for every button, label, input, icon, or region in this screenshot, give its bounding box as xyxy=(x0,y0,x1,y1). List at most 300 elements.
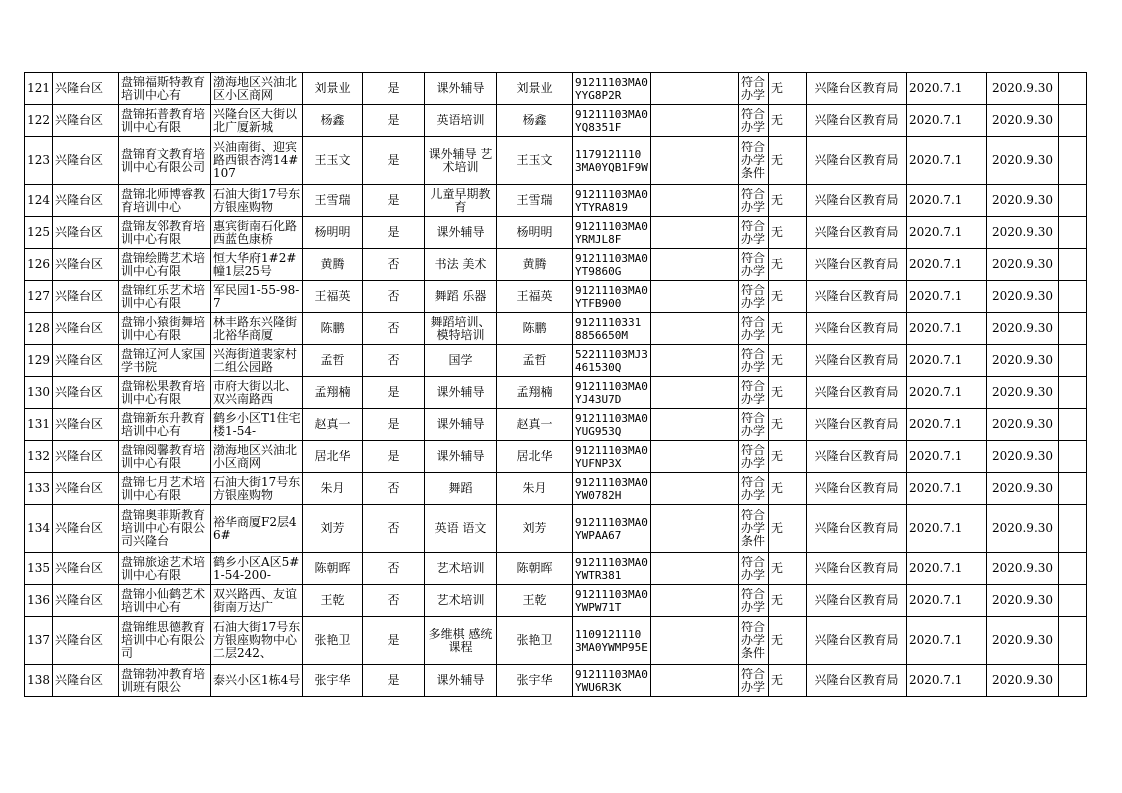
cell-credit-code xyxy=(573,185,651,217)
table-row xyxy=(25,281,1087,313)
cell-no xyxy=(25,585,53,617)
cell-for-profit xyxy=(363,665,425,697)
cell-principal xyxy=(497,377,573,409)
cell-authority xyxy=(807,665,907,697)
cell-end-date xyxy=(987,585,1059,617)
cell-address xyxy=(211,73,303,105)
cell-legal-rep-text: 刘芳 xyxy=(320,522,345,535)
cell-authority xyxy=(807,137,907,185)
cell-start-date xyxy=(907,185,987,217)
cell-principal xyxy=(497,105,573,137)
cell-district xyxy=(53,409,119,441)
cell-address-text: 惠宾街南石化路西蓝色康桥 xyxy=(213,219,298,246)
cell-name-text: 盘锦阅馨教育培训中心有限 xyxy=(121,443,206,470)
cell-for-profit-text: 是 xyxy=(387,114,400,127)
cell-start-date xyxy=(907,105,987,137)
cell-no-text: 130 xyxy=(27,386,50,399)
cell-violation xyxy=(769,617,807,665)
cell-principal xyxy=(497,137,573,185)
cell-address-text: 鹤乡小区A区5#1-54-200- xyxy=(213,555,300,582)
cell-conformity-text: 符合办学 xyxy=(741,315,766,342)
cell-end-date-text: 2020.9.30 xyxy=(991,226,1054,239)
cell-name xyxy=(119,553,211,585)
cell-name xyxy=(119,505,211,553)
cell-end-date-text: 2020.9.30 xyxy=(991,290,1054,303)
cell-blank xyxy=(651,313,739,345)
cell-start-date-text: 2020.7.1 xyxy=(909,154,963,167)
cell-name-text: 盘锦绘腾艺术培训中心有限 xyxy=(121,251,206,278)
table-row xyxy=(25,665,1087,697)
cell-district xyxy=(53,249,119,281)
cell-address xyxy=(211,281,303,313)
cell-address-text: 渤海地区兴油北区小区商网 xyxy=(213,75,298,102)
cell-address xyxy=(211,217,303,249)
cell-legal-rep-text: 黄腾 xyxy=(320,258,345,271)
table-row xyxy=(25,105,1087,137)
cell-scope xyxy=(425,217,497,249)
cell-start-date-text: 2020.7.1 xyxy=(909,450,963,463)
cell-principal-text: 陈朝晖 xyxy=(516,562,553,575)
cell-scope xyxy=(425,441,497,473)
cell-principal-text: 陈鹏 xyxy=(522,322,547,335)
cell-end-date xyxy=(987,313,1059,345)
cell-violation xyxy=(769,249,807,281)
cell-no xyxy=(25,137,53,185)
cell-legal-rep xyxy=(303,249,363,281)
cell-no-text: 134 xyxy=(27,522,50,535)
cell-address xyxy=(211,137,303,185)
cell-name xyxy=(119,617,211,665)
cell-authority xyxy=(807,553,907,585)
cell-note xyxy=(1059,313,1087,345)
cell-address xyxy=(211,249,303,281)
cell-start-date xyxy=(907,553,987,585)
cell-end-date-text: 2020.9.30 xyxy=(991,322,1054,335)
cell-conformity-text: 符合办学 xyxy=(741,347,766,374)
cell-district-text: 兴隆台区 xyxy=(55,522,104,535)
cell-legal-rep xyxy=(303,665,363,697)
cell-for-profit-text: 否 xyxy=(387,482,400,495)
cell-authority-text: 兴隆台区教育局 xyxy=(814,194,899,207)
cell-principal-text: 王雪瑞 xyxy=(516,194,553,207)
cell-name-text: 盘锦维思德教育培训中心有限公司 xyxy=(121,621,206,660)
cell-principal xyxy=(497,505,573,553)
cell-authority-text: 兴隆台区教育局 xyxy=(814,562,899,575)
cell-end-date xyxy=(987,73,1059,105)
cell-legal-rep xyxy=(303,345,363,377)
cell-authority xyxy=(807,409,907,441)
cell-authority-text: 兴隆台区教育局 xyxy=(814,386,899,399)
cell-authority xyxy=(807,73,907,105)
cell-legal-rep-text: 王雪瑞 xyxy=(314,194,351,207)
cell-no-text: 131 xyxy=(27,418,50,431)
cell-legal-rep xyxy=(303,217,363,249)
cell-conformity xyxy=(739,281,769,313)
cell-principal xyxy=(497,409,573,441)
cell-for-profit-text: 是 xyxy=(387,226,400,239)
cell-district-text: 兴隆台区 xyxy=(55,482,104,495)
cell-conformity-text: 符合办学 xyxy=(741,475,766,502)
table-row xyxy=(25,617,1087,665)
cell-note xyxy=(1059,617,1087,665)
license-table-body xyxy=(25,73,1087,697)
cell-principal xyxy=(497,441,573,473)
cell-authority xyxy=(807,105,907,137)
cell-start-date xyxy=(907,505,987,553)
cell-address xyxy=(211,105,303,137)
cell-start-date-text: 2020.7.1 xyxy=(909,386,963,399)
cell-violation xyxy=(769,441,807,473)
cell-violation-text: 无 xyxy=(771,594,784,607)
cell-start-date xyxy=(907,345,987,377)
cell-address xyxy=(211,473,303,505)
table-row xyxy=(25,313,1087,345)
cell-scope xyxy=(425,585,497,617)
cell-violation-text: 无 xyxy=(771,386,784,399)
cell-scope xyxy=(425,137,497,185)
cell-district xyxy=(53,665,119,697)
cell-end-date-text: 2020.9.30 xyxy=(991,154,1054,167)
cell-scope-text: 舞蹈 乐器 xyxy=(434,290,487,303)
cell-district-text: 兴隆台区 xyxy=(55,154,104,167)
cell-credit-code-text: 91211103MA0YQ8351F xyxy=(575,107,648,134)
cell-name-text: 盘锦勃冲教育培训班有限公 xyxy=(121,667,206,694)
cell-conformity xyxy=(739,553,769,585)
cell-no-text: 136 xyxy=(27,594,50,607)
cell-principal xyxy=(497,473,573,505)
cell-no-text: 132 xyxy=(27,450,50,463)
cell-legal-rep-text: 赵真一 xyxy=(314,418,351,431)
cell-for-profit-text: 否 xyxy=(387,522,400,535)
cell-start-date-text: 2020.7.1 xyxy=(909,562,963,575)
cell-start-date-text: 2020.7.1 xyxy=(909,634,963,647)
cell-address xyxy=(211,505,303,553)
cell-start-date-text: 2020.7.1 xyxy=(909,418,963,431)
table-row xyxy=(25,377,1087,409)
cell-scope xyxy=(425,185,497,217)
cell-conformity-text: 符合办学 xyxy=(741,251,766,278)
cell-authority-text: 兴隆台区教育局 xyxy=(814,258,899,271)
cell-authority-text: 兴隆台区教育局 xyxy=(814,154,899,167)
cell-conformity xyxy=(739,377,769,409)
cell-legal-rep-text: 张艳卫 xyxy=(314,634,351,647)
cell-principal-text: 孟翔楠 xyxy=(516,386,553,399)
cell-credit-code-text: 91211103MA0YJ43U7D xyxy=(575,379,648,406)
cell-start-date-text: 2020.7.1 xyxy=(909,674,963,687)
cell-for-profit xyxy=(363,185,425,217)
cell-end-date xyxy=(987,281,1059,313)
cell-authority xyxy=(807,473,907,505)
cell-credit-code xyxy=(573,441,651,473)
cell-district-text: 兴隆台区 xyxy=(55,114,104,127)
cell-no xyxy=(25,473,53,505)
cell-principal-text: 王乾 xyxy=(522,594,547,607)
cell-note xyxy=(1059,185,1087,217)
cell-for-profit xyxy=(363,217,425,249)
cell-violation-text: 无 xyxy=(771,194,784,207)
cell-credit-code xyxy=(573,585,651,617)
cell-credit-code-text: 91211103MA0YUFNP3X xyxy=(575,443,648,470)
cell-no xyxy=(25,345,53,377)
cell-authority xyxy=(807,505,907,553)
cell-end-date xyxy=(987,505,1059,553)
cell-legal-rep-text: 王乾 xyxy=(320,594,345,607)
cell-authority-text: 兴隆台区教育局 xyxy=(814,226,899,239)
cell-district-text: 兴隆台区 xyxy=(55,634,104,647)
cell-for-profit xyxy=(363,281,425,313)
cell-start-date xyxy=(907,585,987,617)
cell-address xyxy=(211,409,303,441)
cell-violation xyxy=(769,185,807,217)
cell-note xyxy=(1059,473,1087,505)
cell-authority-text: 兴隆台区教育局 xyxy=(814,482,899,495)
cell-no xyxy=(25,441,53,473)
cell-blank xyxy=(651,473,739,505)
cell-legal-rep-text: 王福英 xyxy=(314,290,351,303)
cell-district xyxy=(53,473,119,505)
cell-end-date-text: 2020.9.30 xyxy=(991,114,1054,127)
table-row xyxy=(25,249,1087,281)
cell-scope xyxy=(425,617,497,665)
cell-legal-rep xyxy=(303,105,363,137)
cell-district xyxy=(53,105,119,137)
cell-violation-text: 无 xyxy=(771,674,784,687)
cell-name-text: 盘锦友邻教育培训中心有限 xyxy=(121,219,206,246)
cell-legal-rep xyxy=(303,585,363,617)
cell-name xyxy=(119,665,211,697)
cell-legal-rep xyxy=(303,441,363,473)
cell-start-date-text: 2020.7.1 xyxy=(909,114,963,127)
cell-credit-code-text: 91211103MA0YWTR381 xyxy=(575,555,648,582)
cell-violation-text: 无 xyxy=(771,522,784,535)
cell-scope xyxy=(425,73,497,105)
cell-district-text: 兴隆台区 xyxy=(55,194,104,207)
cell-violation-text: 无 xyxy=(771,354,784,367)
cell-credit-code xyxy=(573,217,651,249)
cell-scope xyxy=(425,409,497,441)
cell-legal-rep xyxy=(303,377,363,409)
cell-scope xyxy=(425,313,497,345)
cell-start-date-text: 2020.7.1 xyxy=(909,354,963,367)
cell-scope xyxy=(425,473,497,505)
cell-name-text: 盘锦北师博睿教育培训中心 xyxy=(121,187,206,214)
cell-principal-text: 朱月 xyxy=(522,482,547,495)
cell-for-profit xyxy=(363,409,425,441)
cell-end-date-text: 2020.9.30 xyxy=(991,258,1054,271)
cell-end-date-text: 2020.9.30 xyxy=(991,562,1054,575)
cell-start-date-text: 2020.7.1 xyxy=(909,226,963,239)
cell-no-text: 122 xyxy=(27,114,50,127)
cell-note xyxy=(1059,345,1087,377)
cell-name xyxy=(119,377,211,409)
cell-conformity xyxy=(739,73,769,105)
cell-legal-rep xyxy=(303,473,363,505)
cell-authority xyxy=(807,377,907,409)
cell-conformity xyxy=(739,217,769,249)
cell-credit-code xyxy=(573,73,651,105)
cell-credit-code xyxy=(573,345,651,377)
cell-address-text: 兴海街道裴家村二组公园路 xyxy=(213,347,298,374)
cell-no-text: 138 xyxy=(27,674,50,687)
cell-scope-text: 舞蹈培训、模特培训 xyxy=(430,315,491,342)
cell-credit-code xyxy=(573,409,651,441)
cell-conformity xyxy=(739,505,769,553)
cell-principal-text: 杨明明 xyxy=(516,226,553,239)
cell-for-profit xyxy=(363,585,425,617)
cell-scope xyxy=(425,553,497,585)
cell-scope-text: 多维棋 感统课程 xyxy=(428,627,493,654)
cell-credit-code-text: 91211103MA0YYG8P2R xyxy=(575,75,648,102)
cell-authority xyxy=(807,249,907,281)
cell-violation xyxy=(769,105,807,137)
cell-credit-code xyxy=(573,505,651,553)
cell-address-text: 军民园1-55-98-7 xyxy=(213,283,300,310)
cell-start-date-text: 2020.7.1 xyxy=(909,290,963,303)
cell-start-date xyxy=(907,217,987,249)
cell-for-profit xyxy=(363,505,425,553)
cell-credit-code xyxy=(573,617,651,665)
cell-principal xyxy=(497,217,573,249)
cell-blank xyxy=(651,409,739,441)
cell-for-profit xyxy=(363,377,425,409)
cell-authority-text: 兴隆台区教育局 xyxy=(814,674,899,687)
cell-address xyxy=(211,665,303,697)
cell-address-text: 双兴路西、友谊街南万达广 xyxy=(213,587,298,614)
cell-name-text: 盘锦育文教育培训中心有限公司 xyxy=(121,147,206,174)
cell-address-text: 兴油南街、迎宾路西银杏湾14#107 xyxy=(213,141,299,180)
cell-district xyxy=(53,185,119,217)
table-row xyxy=(25,505,1087,553)
cell-credit-code-text: 91211103MA0YWU6R3K xyxy=(575,667,648,694)
cell-conformity-text: 符合办学 xyxy=(741,283,766,310)
cell-scope-text: 课外辅导 xyxy=(436,450,485,463)
cell-no xyxy=(25,73,53,105)
cell-violation xyxy=(769,553,807,585)
cell-district xyxy=(53,73,119,105)
cell-start-date xyxy=(907,665,987,697)
cell-start-date-text: 2020.7.1 xyxy=(909,194,963,207)
cell-note xyxy=(1059,249,1087,281)
cell-principal-text: 刘景业 xyxy=(516,82,553,95)
cell-legal-rep-text: 杨明明 xyxy=(314,226,351,239)
cell-scope-text: 课外辅导 xyxy=(436,418,485,431)
cell-scope-text: 课外辅导 xyxy=(436,226,485,239)
cell-address-text: 石油大街17号东方银座购物 xyxy=(213,187,301,214)
cell-for-profit xyxy=(363,441,425,473)
cell-authority xyxy=(807,617,907,665)
cell-address-text: 石油大街17号东方银座购物中心二层242、 xyxy=(213,621,301,660)
cell-legal-rep xyxy=(303,553,363,585)
cell-principal xyxy=(497,281,573,313)
cell-principal xyxy=(497,553,573,585)
cell-principal-text: 黄腾 xyxy=(522,258,547,271)
cell-principal xyxy=(497,73,573,105)
cell-name-text: 盘锦七月艺术培训中心有限 xyxy=(121,475,206,502)
cell-end-date xyxy=(987,217,1059,249)
cell-violation xyxy=(769,137,807,185)
cell-scope-text: 艺术培训 xyxy=(436,562,485,575)
cell-no-text: 124 xyxy=(27,194,50,207)
cell-for-profit-text: 否 xyxy=(387,562,400,575)
cell-conformity xyxy=(739,617,769,665)
cell-conformity-text: 符合办学 xyxy=(741,587,766,614)
cell-end-date-text: 2020.9.30 xyxy=(991,450,1054,463)
cell-violation-text: 无 xyxy=(771,226,784,239)
cell-blank xyxy=(651,185,739,217)
cell-blank xyxy=(651,505,739,553)
cell-conformity-text: 符合办学条件 xyxy=(741,141,766,180)
cell-for-profit xyxy=(363,553,425,585)
cell-name-text: 盘锦小猿街舞培训中心有限 xyxy=(121,315,206,342)
cell-blank xyxy=(651,249,739,281)
cell-blank xyxy=(651,617,739,665)
cell-end-date xyxy=(987,377,1059,409)
cell-for-profit-text: 是 xyxy=(387,194,400,207)
cell-end-date-text: 2020.9.30 xyxy=(991,82,1054,95)
cell-conformity-text: 符合办学 xyxy=(741,411,766,438)
cell-blank xyxy=(651,441,739,473)
cell-conformity-text: 符合办学 xyxy=(741,667,766,694)
cell-scope xyxy=(425,505,497,553)
cell-scope-text: 国学 xyxy=(448,354,473,367)
cell-for-profit xyxy=(363,345,425,377)
cell-for-profit-text: 否 xyxy=(387,290,400,303)
cell-end-date xyxy=(987,249,1059,281)
cell-start-date xyxy=(907,409,987,441)
cell-blank xyxy=(651,553,739,585)
cell-authority-text: 兴隆台区教育局 xyxy=(814,594,899,607)
cell-no xyxy=(25,185,53,217)
cell-credit-code-text: 91211103MA0YRMJL8F xyxy=(575,219,648,246)
cell-name xyxy=(119,217,211,249)
table-row xyxy=(25,585,1087,617)
cell-scope xyxy=(425,377,497,409)
cell-principal-text: 孟哲 xyxy=(522,354,547,367)
cell-violation-text: 无 xyxy=(771,418,784,431)
cell-no-text: 121 xyxy=(27,82,50,95)
cell-address xyxy=(211,377,303,409)
cell-end-date xyxy=(987,105,1059,137)
cell-for-profit-text: 否 xyxy=(387,594,400,607)
cell-end-date xyxy=(987,441,1059,473)
cell-note xyxy=(1059,409,1087,441)
cell-end-date-text: 2020.9.30 xyxy=(991,386,1054,399)
cell-credit-code xyxy=(573,553,651,585)
cell-no xyxy=(25,281,53,313)
cell-district xyxy=(53,313,119,345)
cell-start-date-text: 2020.7.1 xyxy=(909,594,963,607)
cell-credit-code-text: 91211103MA0YW0782H xyxy=(575,475,648,502)
cell-authority xyxy=(807,217,907,249)
cell-no-text: 126 xyxy=(27,258,50,271)
cell-address xyxy=(211,585,303,617)
cell-violation xyxy=(769,505,807,553)
cell-conformity-text: 符合办学 xyxy=(741,187,766,214)
cell-district xyxy=(53,617,119,665)
cell-district-text: 兴隆台区 xyxy=(55,562,104,575)
cell-no xyxy=(25,249,53,281)
cell-note xyxy=(1059,281,1087,313)
cell-credit-code-text: 9121110331 8856650M xyxy=(575,315,642,342)
cell-scope xyxy=(425,345,497,377)
cell-conformity xyxy=(739,441,769,473)
cell-no-text: 133 xyxy=(27,482,50,495)
cell-credit-code-text: 91211103MA0YT9860G xyxy=(575,251,648,278)
cell-credit-code xyxy=(573,313,651,345)
cell-principal xyxy=(497,617,573,665)
cell-violation xyxy=(769,313,807,345)
cell-violation-text: 无 xyxy=(771,450,784,463)
